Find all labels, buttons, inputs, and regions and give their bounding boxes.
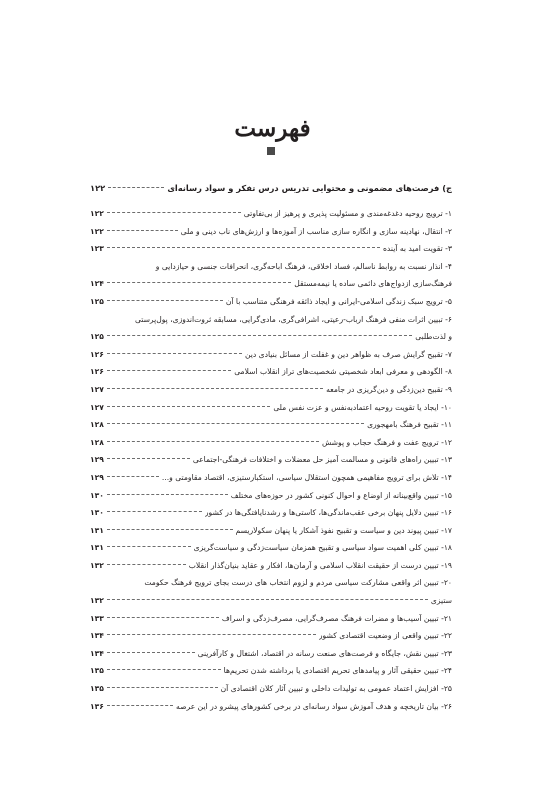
entry-title: ۱- ترویج روحیه دغدغه‌مندی و مسئولیت پذیری و پرهیز از بی‌تفاوتی: [243, 209, 452, 218]
toc-entry[interactable]: [90, 311, 452, 346]
toc-entry[interactable]: [90, 205, 452, 223]
entry-title: ۲۱- تبیین آسیب‌ها و مضرات فرهنگ مصرف‌گرایی، مصرف‌زدگی و اسراف: [221, 613, 452, 623]
page-number: ۱۳۵: [90, 666, 104, 676]
entry-title: ۱۳- تبیین راه‌های قانونی و مسالمت آمیز حل معضلات و اختلافات فرهنگی-اجتماعی: [192, 455, 452, 465]
page-number: ۱۳۲: [90, 596, 104, 606]
entry-title: ۲۳- تبیین نقش، جایگاه و فرصت‌های صنعت رسانه در اقتصاد، اشتغال و کارآفرینی: [197, 648, 452, 658]
entry-title: ۲۴- تبیین حقیقی آثار و پیامدهای تحریم اقتصادی یا برداشته شدن تحریم‌ها: [223, 666, 452, 676]
toc-entry[interactable]: [90, 574, 452, 609]
dot-leader: [107, 211, 241, 213]
page-number: ۱۲۲: [90, 209, 104, 218]
entry-title-continued: فرهنگ‌سازی ازدواج‌های دائمی ساده یا نیمه‌مستقل: [294, 279, 452, 289]
toc-entry[interactable]: [90, 557, 452, 575]
dot-leader: [107, 422, 364, 424]
toc-entry[interactable]: [90, 469, 452, 487]
title-marker: [267, 147, 275, 155]
dot-leader: [107, 545, 191, 547]
toc-entry[interactable]: [90, 680, 452, 698]
toc-entry[interactable]: [90, 504, 452, 522]
page-number: ۱۳۰: [90, 508, 104, 518]
entry-title: ۱۰- ایجاد یا تقویت روحیه اعتمادبه‌نفس و عزت نفس ملی: [273, 402, 452, 412]
dot-leader: [107, 281, 291, 283]
page-number: ۱۲۵: [90, 332, 104, 342]
toc-entry[interactable]: [90, 539, 452, 557]
page-number: ۱۲۹: [90, 472, 104, 482]
toc-entry[interactable]: [90, 363, 452, 381]
dot-leader: [108, 186, 164, 188]
entry-title: ۶- تبیین اثرات منفی فرهنگ ارباب-رعیتی، اشرافی‌گری، مادی‌گرایی، مسابقه ثروت‌اندوزی، پول‌پرستی: [134, 314, 452, 324]
entry-title: ۱۱- تقبیح فرهنگ بامهجوری: [367, 420, 452, 430]
entry-title: ۲- انتقال، نهادینه سازی و انگاره سازی مناسب از آموزه‌ها و ارزش‌های ناب دینی و ملی: [180, 226, 452, 236]
toc-entry[interactable]: [90, 487, 452, 505]
page-number: ۱۲۶: [90, 349, 104, 359]
entry-title: ۷- تقبیح گرایش صرف به ظواهر دین و غفلت از مسائل بنیادی دین: [244, 349, 452, 359]
entry-title: ۱۷- تبیین پیوند دین و سیاست و تقبیح نفوذ آشکار یا پنهان سکولاریسم: [235, 525, 452, 535]
toc-entry[interactable]: [90, 416, 452, 434]
toc-entry[interactable]: [90, 698, 452, 716]
table-of-contents: [90, 183, 452, 715]
entry-title: ۲۰- تبیین اثر واقعی مشارکت سیاسی مردم و لزوم انتخاب های درست بجای ترویج فرهنگ حکومت: [144, 578, 452, 588]
entry-title: ۱۲- ترویج عفت و فرهنگ حجاب و پوشش: [321, 437, 452, 447]
page-number: ۱۲۲: [90, 226, 104, 236]
dot-leader: [107, 528, 233, 530]
page-number: ۱۳۳: [90, 613, 104, 623]
toc-entry[interactable]: [90, 522, 452, 540]
dot-leader: [107, 457, 190, 459]
page-number: ۱۲۳: [90, 244, 104, 254]
toc-entry[interactable]: [90, 645, 452, 663]
toc-entry[interactable]: [90, 399, 452, 417]
page-number: ۱۳۱: [90, 543, 104, 553]
page-number: ۱۳۲: [90, 560, 104, 570]
entry-title: ۲۵- افزایش اعتماد عمومی به تولیدات داخلی و تبیین آثار کلان اقتصادی آن: [220, 684, 452, 694]
dot-leader: [107, 352, 242, 354]
entry-title: ۱۶- تبیین دلایل پنهان برخی عقب‌ماندگی‌ها، کاستی‌ها و رشدنایافتگی‌ها در کشور: [204, 508, 452, 518]
dot-leader: [107, 616, 219, 618]
page-number: ۱۲۷: [90, 402, 104, 412]
toc-entry[interactable]: [90, 627, 452, 645]
page-title: فهرست: [234, 115, 311, 142]
page-number: ۱۳۰: [90, 490, 104, 500]
page-number: ۱۲۸: [90, 420, 104, 430]
toc-entry[interactable]: [90, 240, 452, 258]
entry-title: ۱۴- تلاش برای ترویج مفاهیمی همچون استقلال سیاسی، استکبارستیزی، اقتصاد مقاومتی و...: [161, 472, 452, 482]
toc-entry[interactable]: [90, 610, 452, 628]
section-title: ج) فرصت‌های مضمونی و محتوایی تدریس درس تفکر و سواد رسانه‌ای: [167, 183, 452, 193]
dot-leader: [107, 510, 202, 512]
entry-title: ۸- الگودهی و معرفی ابعاد شخصیتی شخصیت‌های تراز انقلاب اسلامی: [234, 367, 452, 377]
dot-leader: [107, 493, 228, 495]
dot-leader: [107, 334, 412, 336]
page-number: ۱۳۵: [90, 684, 104, 694]
toc-entry[interactable]: [90, 258, 452, 293]
dot-leader: [107, 387, 323, 389]
dot-leader: [107, 440, 319, 442]
toc-entry[interactable]: [90, 346, 452, 364]
dot-leader: [107, 686, 218, 688]
dot-leader: [107, 704, 173, 706]
entry-title: ۲۲- تبیین واقعی از وضعیت اقتصادی کشور: [318, 631, 452, 641]
dot-leader: [107, 299, 223, 301]
dot-leader: [107, 405, 270, 407]
dot-leader: [107, 475, 159, 477]
page-number: ۱۳۴: [90, 631, 104, 641]
toc-entry[interactable]: [90, 381, 452, 399]
page-number: ۱۲۹: [90, 455, 104, 465]
page-number: ۱۲۶: [90, 367, 104, 377]
entry-title: ۴- انذار نسبت به روابط ناسالم، فساد اخلاقی، فرهنگ اباحه‌گری، انحرافات جنسی و حیازدایی و: [155, 261, 452, 271]
toc-entry[interactable]: [90, 451, 452, 469]
entry-title-continued: ستیزی: [430, 596, 452, 606]
page-number: ۱۳۴: [90, 648, 104, 658]
dot-leader: [107, 668, 221, 670]
page-number: ۱۲۸: [90, 437, 104, 447]
page-number: ۱۲۵: [90, 296, 104, 306]
dot-leader: [107, 229, 178, 231]
dot-leader: [107, 633, 316, 635]
page-number: ۱۳۱: [90, 525, 104, 535]
toc-entry[interactable]: [90, 293, 452, 311]
entry-title-continued: و لذت‌طلبی: [415, 332, 452, 342]
dot-leader: [107, 246, 380, 248]
dot-leader: [107, 563, 186, 565]
toc-entry[interactable]: [90, 434, 452, 452]
dot-leader: [107, 369, 231, 371]
toc-section-heading[interactable]: [90, 183, 452, 203]
dot-leader: [107, 651, 195, 653]
toc-entry[interactable]: [90, 223, 452, 241]
entry-title: ۹- تقبیح دین‌زدگی و دین‌گریزی در جامعه: [326, 384, 452, 394]
entry-title: ۳- تقویت امید به آینده: [382, 244, 452, 254]
page-number: ۱۲۲: [90, 183, 106, 193]
entry-title: ۵- ترویج سبک زندگی اسلامی-ایرانی و ایجاد ذائقه فرهنگی متناسب با آن: [225, 296, 452, 306]
dot-leader: [107, 598, 428, 600]
page-number: ۱۲۷: [90, 384, 104, 394]
page-number: ۱۲۴: [90, 279, 104, 289]
page-number: ۱۳۶: [90, 701, 104, 711]
entry-title: ۱۸- تبیین کلی اهمیت سواد سیاسی و تقبیح همزمان سیاست‌زدگی و سیاست‌گریزی: [193, 543, 452, 553]
toc-list: [90, 205, 452, 715]
entry-title: ۱۵- تبیین واقع‌بینانه از اوضاع و احوال کنونی کشور در حوزه‌های مختلف: [230, 490, 452, 500]
entry-title: ۲۶- بیان تاریخچه و هدف آموزش سواد رسانه‌ای در برخی کشورهای پیشرو در این عرصه: [176, 701, 452, 711]
toc-entry[interactable]: [90, 662, 452, 680]
entry-title: ۱۹- تبیین درست از حقیقت انقلاب اسلامی و آرمان‌ها، افکار و عقاید بنیان‌گذار انقلاب: [188, 560, 452, 570]
